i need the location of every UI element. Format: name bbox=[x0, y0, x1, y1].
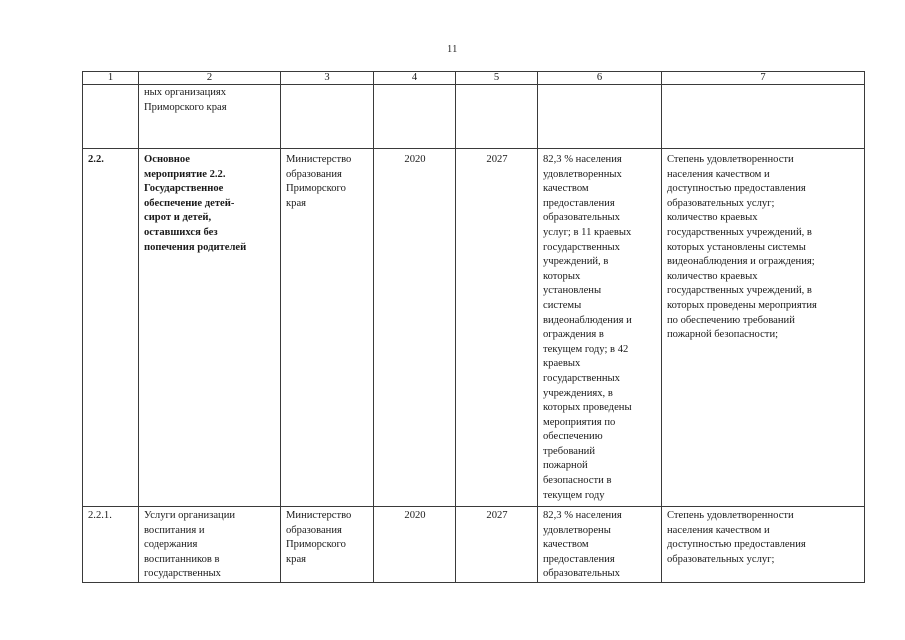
text-line: Министерство bbox=[286, 510, 352, 521]
cell-year-start-empty bbox=[374, 85, 456, 149]
cell-activity-name bbox=[139, 149, 281, 507]
text-line: предоставления bbox=[543, 197, 615, 209]
text-line: учреждений, в bbox=[543, 256, 609, 268]
table-row-continued bbox=[83, 85, 865, 149]
text-line: требований bbox=[543, 445, 596, 457]
text-line: 82,3 % населения bbox=[543, 510, 622, 521]
text-line: Государственное bbox=[144, 183, 224, 195]
text-line: края bbox=[286, 197, 307, 209]
text-line: государственных учреждений, в bbox=[667, 226, 812, 238]
text-line: ограждения в bbox=[543, 329, 604, 341]
text-line: образования bbox=[286, 524, 342, 536]
header-cell-3: 3 bbox=[281, 72, 374, 85]
text-line: образования bbox=[286, 168, 342, 180]
text-line: образовательных услуг; bbox=[667, 553, 775, 565]
text-line: которых проведены bbox=[543, 402, 632, 414]
cell-activity-name bbox=[139, 507, 281, 583]
text-line: Приморского bbox=[286, 539, 346, 551]
text-line: Основное bbox=[144, 154, 190, 165]
text-line: пожарной безопасности; bbox=[667, 329, 779, 341]
text-line: пожарной bbox=[543, 460, 588, 472]
header-cell-5: 5 bbox=[456, 72, 538, 85]
text-line: Степень удовлетворенности bbox=[667, 510, 794, 521]
text-line: оставшихся без bbox=[144, 226, 218, 238]
text-line: обеспечению bbox=[543, 431, 603, 443]
cell-expected-result bbox=[538, 507, 662, 583]
text-line: видеонаблюдения и bbox=[543, 314, 632, 326]
text-line: Приморского bbox=[286, 183, 346, 195]
text-line: края bbox=[286, 553, 307, 565]
table-row-2-2-1 bbox=[83, 507, 865, 583]
text-line: доступностью предоставления bbox=[667, 183, 806, 195]
text-line: по обеспечению требований bbox=[667, 314, 795, 326]
text-line: населения качеством и bbox=[667, 168, 770, 180]
header-cell-2: 2 bbox=[139, 72, 281, 85]
text-line: которых проведены мероприятия bbox=[667, 299, 817, 311]
column-number-header-row bbox=[83, 72, 865, 85]
cell-year-end: 2027 bbox=[456, 149, 538, 507]
text-line: Услуги организации bbox=[144, 510, 236, 521]
header-cell-1: 1 bbox=[83, 72, 139, 85]
text-line: текущем году; в 42 bbox=[543, 343, 629, 355]
text-line: государственных учреждений, в bbox=[667, 285, 812, 297]
text-line: образовательных услуг; bbox=[667, 197, 775, 209]
text-line: качеством bbox=[543, 539, 589, 551]
text-line: которых установлены системы bbox=[667, 241, 806, 253]
cell-indicator bbox=[662, 507, 865, 583]
cell-year-start: 2020 bbox=[374, 149, 456, 507]
header-cell-6: 6 bbox=[538, 72, 662, 85]
text-line: ных организациях bbox=[144, 87, 227, 98]
text-line: количество краевых bbox=[667, 270, 758, 282]
text-line: Министерство bbox=[286, 154, 352, 165]
text-line: удовлетворенных bbox=[543, 168, 622, 180]
text-line: качеством bbox=[543, 183, 589, 195]
text-line: государственных bbox=[543, 241, 620, 253]
text-line: обеспечение детей- bbox=[144, 197, 235, 209]
text-line: образовательных bbox=[543, 212, 620, 224]
text-line: попечения родителей bbox=[144, 241, 247, 253]
text-line: мероприятия по bbox=[543, 416, 616, 428]
text-line: населения качеством и bbox=[667, 524, 770, 536]
text-line: текущем году bbox=[543, 489, 605, 501]
text-line: которых bbox=[543, 270, 581, 282]
text-line: 82,3 % населения bbox=[543, 154, 622, 165]
text-line: краевых bbox=[543, 358, 581, 370]
cell-activity-name-continued bbox=[139, 85, 281, 149]
cell-executor bbox=[281, 507, 374, 583]
text-line: учреждениях, в bbox=[543, 387, 613, 399]
cell-num: 2.2.1. bbox=[83, 507, 139, 583]
cell-executor-empty bbox=[281, 85, 374, 149]
text-line: системы bbox=[543, 299, 582, 311]
text-line: установлены bbox=[543, 285, 602, 297]
program-activities-table bbox=[82, 71, 865, 583]
cell-indicator bbox=[662, 149, 865, 507]
cell-num: 2.2. bbox=[83, 149, 139, 507]
text-line: Степень удовлетворенности bbox=[667, 154, 794, 165]
text-line: безопасности в bbox=[543, 475, 612, 487]
page-number: 11 bbox=[447, 44, 458, 55]
text-line: воспитания и bbox=[144, 524, 205, 536]
text-line: государственных bbox=[144, 568, 221, 580]
header-cell-4: 4 bbox=[374, 72, 456, 85]
text-line: мероприятие 2.2. bbox=[144, 168, 226, 180]
text-line: услуг; в 11 краевых bbox=[543, 226, 632, 238]
table-row-2-2 bbox=[83, 149, 865, 507]
text-line: государственных bbox=[543, 372, 620, 384]
cell-indicator-empty bbox=[662, 85, 865, 149]
text-line: количество краевых bbox=[667, 212, 758, 224]
text-line: удовлетворены bbox=[543, 524, 611, 536]
cell-executor bbox=[281, 149, 374, 507]
text-line: предоставления bbox=[543, 553, 615, 565]
cell-result-empty bbox=[538, 85, 662, 149]
text-line: видеонаблюдения и ограждения; bbox=[667, 256, 815, 268]
cell-year-end: 2027 bbox=[456, 507, 538, 583]
cell-year-start: 2020 bbox=[374, 507, 456, 583]
text-line: содержания bbox=[144, 539, 198, 551]
text-line: сирот и детей, bbox=[144, 212, 212, 224]
cell-num-empty bbox=[83, 85, 139, 149]
header-cell-7: 7 bbox=[662, 72, 865, 85]
text-line: образовательных bbox=[543, 568, 620, 580]
text-line: Приморского края bbox=[144, 101, 227, 113]
cell-year-end-empty bbox=[456, 85, 538, 149]
text-line: воспитанников в bbox=[144, 553, 220, 565]
text-line: доступностью предоставления bbox=[667, 539, 806, 551]
cell-expected-result bbox=[538, 149, 662, 507]
